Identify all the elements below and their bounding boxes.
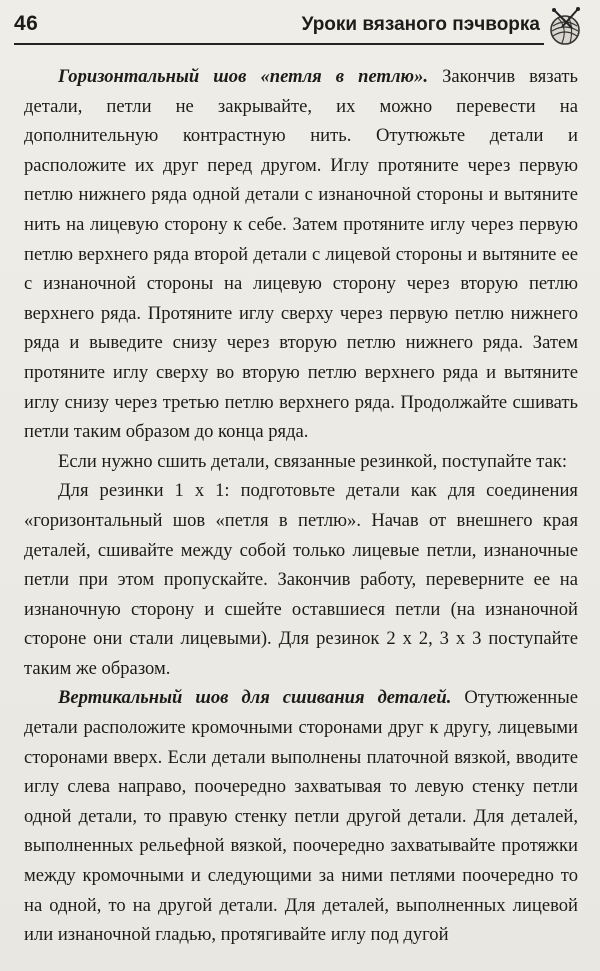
paragraph-vertical-seam <box>24 683 578 949</box>
page-header <box>14 10 586 46</box>
paragraph-text-rib-1x1: Для резинки 1 х 1: подготовьте детали как для соединения «горизонтальный шов «петля в петлю». Начав от внешнего края деталей, сшивайте между собой только лицевые петли, изнаночные петли при этом пропускайте. Закончив работу, переверните ее на изнаночную сторону и сшейте оставшиеся петли (на изнаночной стороне они стали лицевыми). Для резинок 2 х 2, 3 х 3 поступайте таким же образом. <box>24 480 578 679</box>
paragraph-text-horizontal-seam: Закончив вязать детали, петли не закрывайте, их можно перевести на дополнительную контрастную нить. Отутюжьте детали и расположите их друг перед другом. Иглу протяните через первую петлю нижнего ряда одной детали с изнаночной стороны и вытяните нить на лицевую сторону к себе. Затем протяните иглу через первую петлю верхнего ряда второй детали с лицевой стороны и вытяните ее с изнаночной стороны на лицевую сторону через вторую петлю верхнего ряда. Протяните иглу сверху через первую петлю нижнего ряда и выведите снизу через вторую петлю нижнего ряда. Затем протяните иглу сверху во вторую петлю верхнего ряда и вытяните иглу снизу через третью петлю верхнего ряда. Продолжайте сшивать петли таким образом до конца ряда. <box>24 66 578 443</box>
running-title: Уроки вязаного пэчворка <box>301 14 540 35</box>
body-text <box>24 62 578 950</box>
paragraph-text-rib-intro: Если нужно сшить детали, связанные резинкой, поступайте так: <box>58 450 568 472</box>
paragraph-horizontal-seam <box>24 62 578 447</box>
paragraph-lead-vertical-seam: Вертикальный шов для сшивания деталей. <box>58 687 452 709</box>
yarn-ball-icon <box>544 6 586 48</box>
header-divider <box>14 43 544 45</box>
paragraph-rib-intro <box>24 447 578 477</box>
page-number: 46 <box>14 12 39 35</box>
paragraph-rib-1x1 <box>24 476 578 683</box>
paragraph-lead-horizontal-seam: Горизонтальный шов «петля в петлю». <box>58 66 429 87</box>
paragraph-text-vertical-seam: Отутюженные детали расположите кромочными сторонами друг к другу, лицевыми сторонами вверх. Если детали выполнены платочной вязкой, вводите иглу слева направо, поочередно захватывая то левую стенку петли одной детали, то правую стенку петли другой детали. Для деталей, выполненных рельефной вязкой, поочередно захватывайте протяжки между кромочными и следующими за ними петлями поочередно то на одной, то на другой детали. Для деталей, выполненных лицевой или изнаночной гладью, протягивайте иглу под дугой <box>24 687 578 946</box>
